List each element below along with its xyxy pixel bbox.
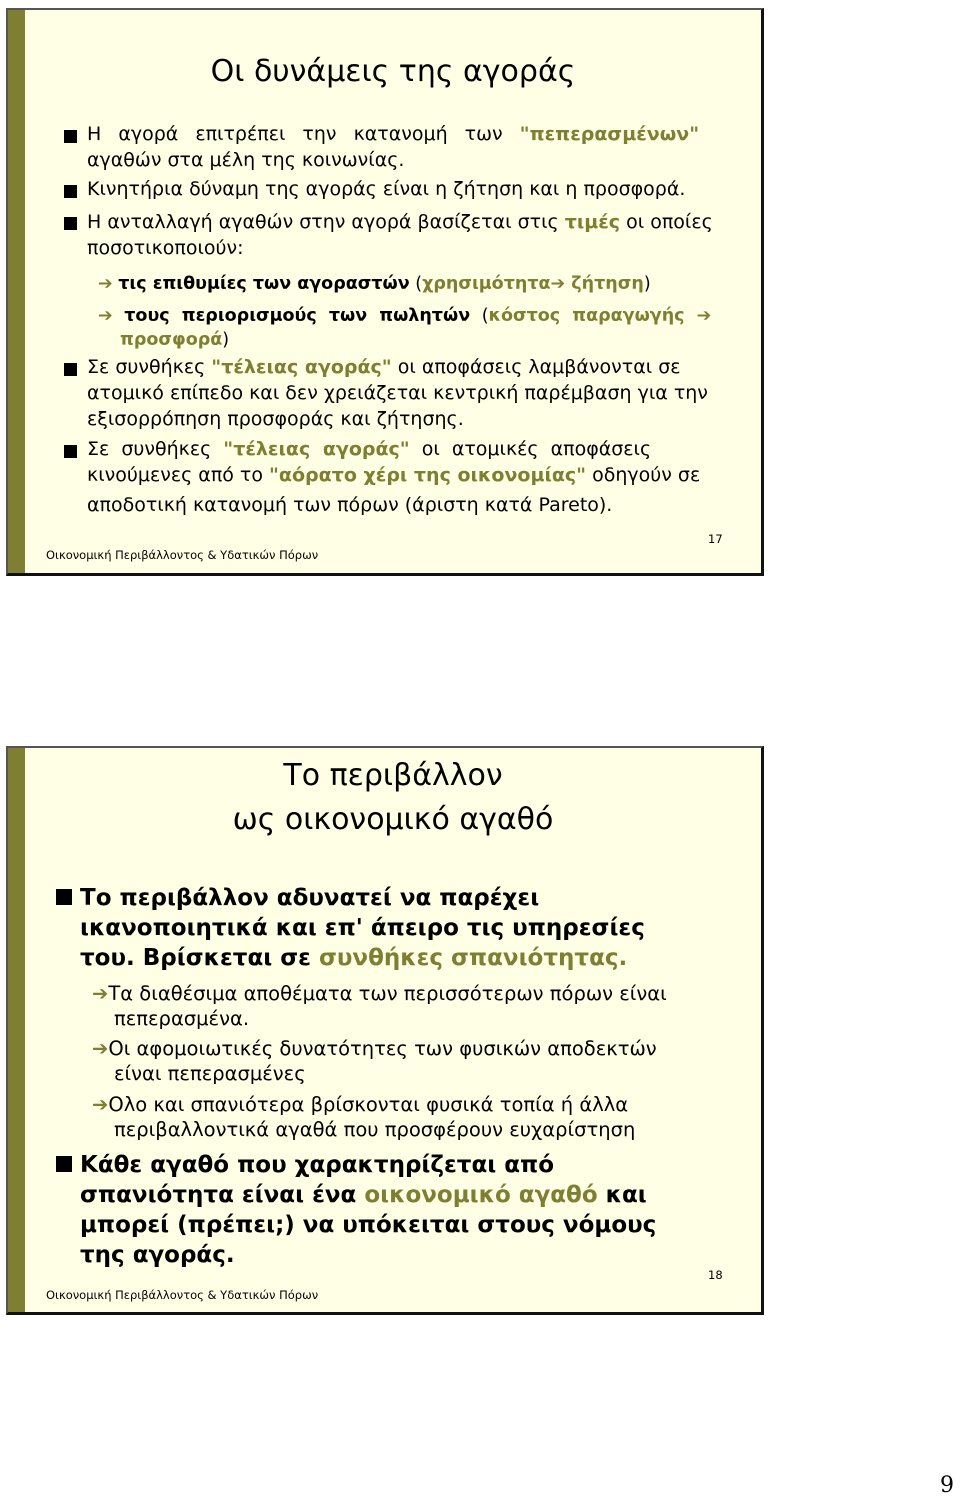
bullet-item — [80, 883, 760, 973]
arrow-right-icon: ➔ — [92, 1037, 109, 1060]
highlight: "τέλειας αγοράς" — [223, 438, 410, 460]
sub-item — [92, 1092, 752, 1142]
text: αποδοτική κατανομή των πόρων (άριστη κατά Pareto). — [87, 494, 613, 516]
text: . — [618, 945, 628, 971]
bullet-item — [87, 354, 767, 432]
bullet-item — [87, 121, 757, 173]
text: τις επιθυμίες των αγοραστών — [118, 274, 410, 294]
arrow-right-icon: ➔ — [92, 982, 109, 1005]
text: Τα διαθέσιμα αποθέματα των περισσότερων πόρων είναι — [108, 982, 667, 1005]
text: κινούμενες από το — [87, 464, 270, 486]
bullet-item — [87, 436, 767, 518]
text: ικανοποιητικά και επ' άπειρο τις υπηρεσίες — [80, 915, 645, 941]
text: τους περιορισμούς των πωλητών — [124, 306, 471, 326]
sub-item — [98, 304, 758, 352]
bullet-square-icon — [64, 185, 77, 198]
text: Σε συνθήκες — [87, 438, 224, 460]
slide-18 — [6, 746, 764, 1315]
document-page-number: 9 — [940, 1473, 954, 1498]
slide-side-bar — [8, 10, 25, 573]
highlight: τιμές — [564, 211, 621, 233]
text: Ολο και σπανιότερα βρίσκονται φυσικά τοπία ή άλλα — [108, 1093, 629, 1116]
text: εξισορρόπηση προσφοράς και ζήτησης. — [87, 408, 464, 430]
bullet-square-icon — [56, 1156, 72, 1172]
bullet-square-icon — [64, 363, 77, 376]
sub-item — [98, 272, 758, 296]
text: ποσοτικοποιούν: — [87, 237, 244, 259]
arrow-right-icon: ➔ — [98, 306, 113, 326]
slide-title: Οι δυνάμεις της αγοράς — [210, 54, 576, 89]
sub-item — [92, 1036, 752, 1086]
highlight: προσφορά — [120, 330, 223, 350]
text: ) — [222, 330, 230, 350]
text: Το περιβάλλον αδυνατεί να παρέχει — [80, 885, 540, 911]
highlight: κόστος παραγωγής — [488, 306, 697, 326]
bullet-item — [87, 176, 767, 202]
sub-item — [92, 981, 752, 1031]
text: μπορεί (πρέπει;) να υπόκειται στους νόμους — [80, 1212, 657, 1238]
slide-page-number: 18 — [708, 1268, 723, 1282]
highlight: "πεπερασμένων" — [519, 123, 700, 145]
text: της αγοράς. — [80, 1242, 235, 1268]
text: ( — [470, 306, 489, 326]
arrow-right-icon: ➔ — [550, 274, 566, 294]
text: αγαθών στα μέλη της κοινωνίας. — [87, 149, 405, 171]
highlight: "αόρατο χέρι της οικονομίας" — [269, 464, 587, 486]
slide-footer: Οικονομική Περιβάλλοντος & Υδατικών Πόρων — [46, 1288, 319, 1302]
text: Σε συνθήκες — [87, 356, 212, 378]
text: ατομικό επίπεδο και δεν χρειάζεται κεντρική παρέμβαση για την — [87, 382, 708, 404]
text: ) — [643, 274, 651, 294]
text: Η αγορά επιτρέπει την κατανομή των — [87, 123, 520, 145]
text: σπανιότητα είναι ένα — [80, 1182, 365, 1208]
highlight: οικονομικό αγαθό — [364, 1182, 598, 1208]
highlight: χρησιμότητα — [422, 274, 551, 294]
text: ( — [409, 274, 423, 294]
slide-side-bar — [8, 748, 25, 1312]
highlight: "τέλειας αγοράς" — [211, 356, 392, 378]
text: πεπερασμένα. — [114, 1007, 250, 1030]
slide-page-number: 17 — [708, 532, 723, 546]
text: Οι αφομοιωτικές δυνατότητες των φυσικών αποδεκτών — [108, 1037, 657, 1060]
text: και — [597, 1182, 647, 1208]
arrow-right-icon: ➔ — [98, 274, 113, 294]
text: οδηγούν σε — [586, 464, 701, 486]
bullet-square-icon — [64, 445, 77, 458]
text: οι οποίες — [620, 211, 713, 233]
highlight: ζήτηση — [565, 274, 644, 294]
slide-title — [25, 754, 761, 842]
slide-footer: Οικονομική Περιβάλλοντος & Υδατικών Πόρων — [46, 548, 319, 562]
text: περιβαλλοντικά αγαθά που προσφέρουν ευχαρίστηση — [114, 1118, 636, 1141]
text: Κινητήρια δύναμη της αγοράς είναι η ζήτηση και η προσφορά. — [87, 178, 686, 200]
bullet-square-icon — [56, 889, 72, 905]
arrow-right-icon: ➔ — [92, 1093, 109, 1116]
slide-17 — [6, 8, 764, 576]
text: οι ατομικές αποφάσεις — [409, 438, 652, 460]
arrow-right-icon: ➔ — [696, 306, 712, 326]
text: Κάθε αγαθό που χαρακτηρίζεται από — [80, 1152, 555, 1178]
text: Η ανταλλαγή αγαθών στην αγορά βασίζεται στις — [87, 211, 565, 233]
highlight: συνθήκες σπανιότητας — [318, 945, 619, 971]
bullet-item — [87, 209, 767, 261]
text: οι αποφάσεις λαμβάνονται σε — [391, 356, 681, 378]
bullet-square-icon — [64, 217, 77, 230]
bullet-square-icon — [64, 130, 77, 143]
text: είναι πεπερασμένες — [114, 1062, 306, 1085]
title-line: ως οικονομικό αγαθό — [232, 802, 554, 837]
text: του. Βρίσκεται σε — [80, 945, 319, 971]
bullet-item — [80, 1150, 760, 1270]
title-line: Το περιβάλλον — [283, 758, 503, 793]
